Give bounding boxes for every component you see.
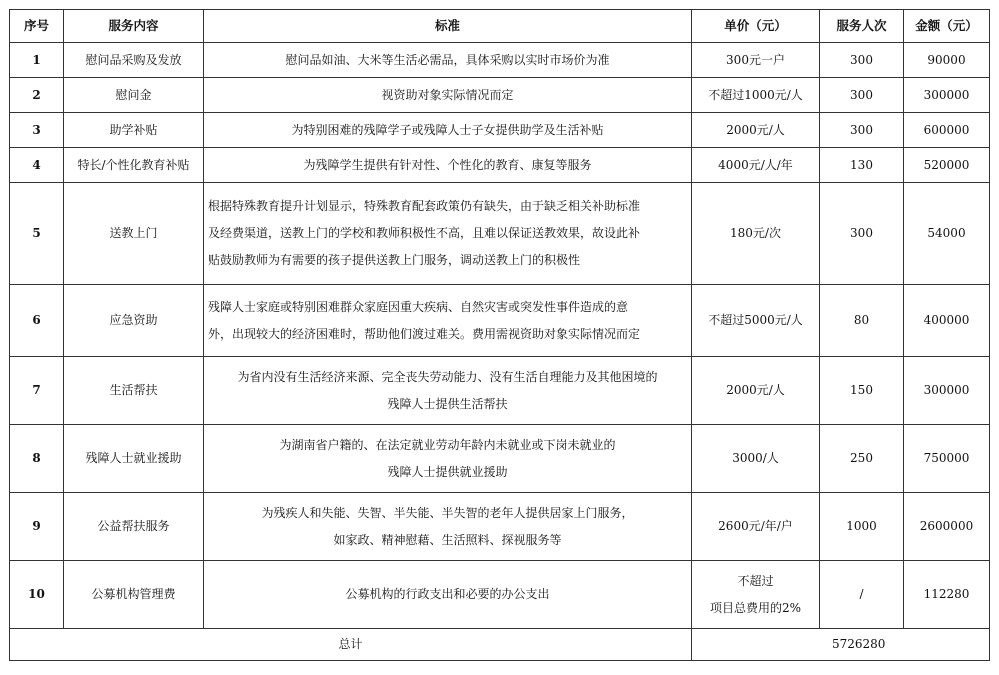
row-price — [692, 285, 820, 357]
table-row — [10, 43, 990, 78]
standard-line: 残障人士提供生活帮扶 — [387, 396, 508, 411]
price-line: 项目总费用的2% — [709, 600, 802, 615]
table-row — [10, 285, 990, 357]
row-standard — [204, 357, 692, 425]
row-number: 8 — [10, 425, 64, 493]
row-service: 公益帮扶服务 — [64, 493, 204, 561]
row-number: 9 — [10, 493, 64, 561]
header-no: 序号 — [10, 10, 64, 43]
total-row — [10, 629, 990, 661]
service-standard-table — [9, 9, 990, 661]
row-service: 残障人士就业援助 — [64, 425, 204, 493]
row-number: 5 — [10, 183, 64, 285]
price-line: 2000元/人 — [726, 122, 785, 137]
row-number: 1 — [10, 43, 64, 78]
header-row — [10, 10, 990, 43]
price-line: 3000/人 — [732, 451, 779, 465]
standard-line: 慰问品如油、大米等生活必需品，具体采购以实时市场价为准 — [285, 52, 610, 67]
row-standard — [204, 561, 692, 629]
standard-line: 及经费渠道，送教上门的学校和教师积极性不高，且难以保证送教效果，故设此补 — [208, 226, 641, 240]
standard-line: 视资助对象实际情况而定 — [381, 87, 514, 102]
row-service: 公募机构管理费 — [64, 561, 204, 629]
standard-line: 为湖南省户籍的、在法定就业劳动年龄内未就业或下岗未就业的 — [279, 437, 616, 452]
price-line: 不超过5000元/人 — [708, 313, 803, 327]
standard-line: 根据特殊教育提升计划显示，特殊教育配套政策仍有缺失，由于缺乏相关补助标准 — [208, 199, 641, 213]
row-price — [692, 561, 820, 629]
row-price — [692, 43, 820, 78]
price-line: 300元一户 — [726, 52, 785, 67]
standard-line: 如家政、精神慰藉、生活照料、探视服务等 — [333, 532, 562, 547]
header-standard: 标准 — [204, 10, 692, 43]
row-count: / — [820, 561, 904, 629]
row-number: 7 — [10, 357, 64, 425]
row-standard — [204, 78, 692, 113]
row-service: 特长/个性化教育补贴 — [64, 148, 204, 183]
header-service: 服务内容 — [64, 10, 204, 43]
row-number: 10 — [10, 561, 64, 629]
row-count: 150 — [820, 357, 904, 425]
row-amount: 54000 — [904, 183, 990, 285]
table-row — [10, 493, 990, 561]
row-service: 助学补贴 — [64, 113, 204, 148]
row-number: 2 — [10, 78, 64, 113]
price-line: 不超过 — [737, 573, 774, 588]
header-count: 服务人次 — [820, 10, 904, 43]
row-price — [692, 493, 820, 561]
standard-line: 贴鼓励教师为有需要的孩子提供送教上门服务，调动送教上门的积极性 — [208, 253, 581, 267]
row-count: 300 — [820, 43, 904, 78]
header-price: 单价（元） — [692, 10, 820, 43]
row-count: 130 — [820, 148, 904, 183]
row-amount: 750000 — [904, 425, 990, 493]
table-row — [10, 148, 990, 183]
row-price — [692, 183, 820, 285]
row-price — [692, 357, 820, 425]
row-amount: 90000 — [904, 43, 990, 78]
row-price — [692, 148, 820, 183]
row-price — [692, 113, 820, 148]
table-row — [10, 78, 990, 113]
row-amount: 600000 — [904, 113, 990, 148]
table-row — [10, 357, 990, 425]
header-amount: 金额（元） — [904, 10, 990, 43]
price-line: 4000元/人/年 — [718, 157, 793, 172]
row-number: 3 — [10, 113, 64, 148]
table-row — [10, 561, 990, 629]
price-line: 不超过1000元/人 — [708, 87, 803, 102]
row-standard — [204, 425, 692, 493]
standard-line: 为特别困难的残障学子或残障人士子女提供助学及生活补贴 — [291, 122, 604, 137]
row-number: 4 — [10, 148, 64, 183]
row-amount: 400000 — [904, 285, 990, 357]
row-count: 300 — [820, 113, 904, 148]
row-count: 1000 — [820, 493, 904, 561]
standard-line: 为残疾人和失能、失智、半失能、半失智的老年人提供居家上门服务， — [261, 505, 634, 520]
row-count: 250 — [820, 425, 904, 493]
row-standard — [204, 183, 692, 285]
price-line: 180元/次 — [730, 226, 781, 240]
standard-line: 残障人士家庭或特别困难群众家庭因重大疾病、自然灾害或突发性事件造成的意 — [208, 299, 629, 314]
row-count: 80 — [820, 285, 904, 357]
price-line: 2000元/人 — [726, 383, 785, 397]
standard-line: 残障人士提供就业援助 — [387, 464, 508, 479]
row-count: 300 — [820, 78, 904, 113]
row-service: 应急资助 — [64, 285, 204, 357]
table-row — [10, 113, 990, 148]
total-label: 总计 — [10, 629, 692, 661]
row-count: 300 — [820, 183, 904, 285]
row-amount: 300000 — [904, 78, 990, 113]
row-amount: 520000 — [904, 148, 990, 183]
standard-line: 为省内没有生活经济来源、完全丧失劳动能力、没有生活自理能力及其他困境的 — [237, 369, 658, 384]
table-row — [10, 425, 990, 493]
row-amount: 2600000 — [904, 493, 990, 561]
row-amount: 112280 — [904, 561, 990, 629]
standard-line: 为残障学生提供有针对性、个性化的教育、康复等服务 — [303, 157, 592, 172]
row-number: 6 — [10, 285, 64, 357]
table-row — [10, 183, 990, 285]
row-standard — [204, 113, 692, 148]
total-value: 5726280 — [692, 629, 990, 661]
row-price — [692, 78, 820, 113]
row-standard — [204, 493, 692, 561]
standard-line: 外，出现较大的经济困难时，帮助他们渡过难关。费用需视资助对象实际情况而定 — [208, 326, 641, 341]
row-service: 送教上门 — [64, 183, 204, 285]
price-line: 2600元/年/户 — [718, 519, 793, 533]
row-standard — [204, 285, 692, 357]
row-amount: 300000 — [904, 357, 990, 425]
row-service: 慰问金 — [64, 78, 204, 113]
row-price — [692, 425, 820, 493]
standard-line: 公募机构的行政支出和必要的办公支出 — [345, 587, 550, 601]
row-standard — [204, 43, 692, 78]
row-service: 慰问品采购及发放 — [64, 43, 204, 78]
row-service: 生活帮扶 — [64, 357, 204, 425]
row-standard — [204, 148, 692, 183]
